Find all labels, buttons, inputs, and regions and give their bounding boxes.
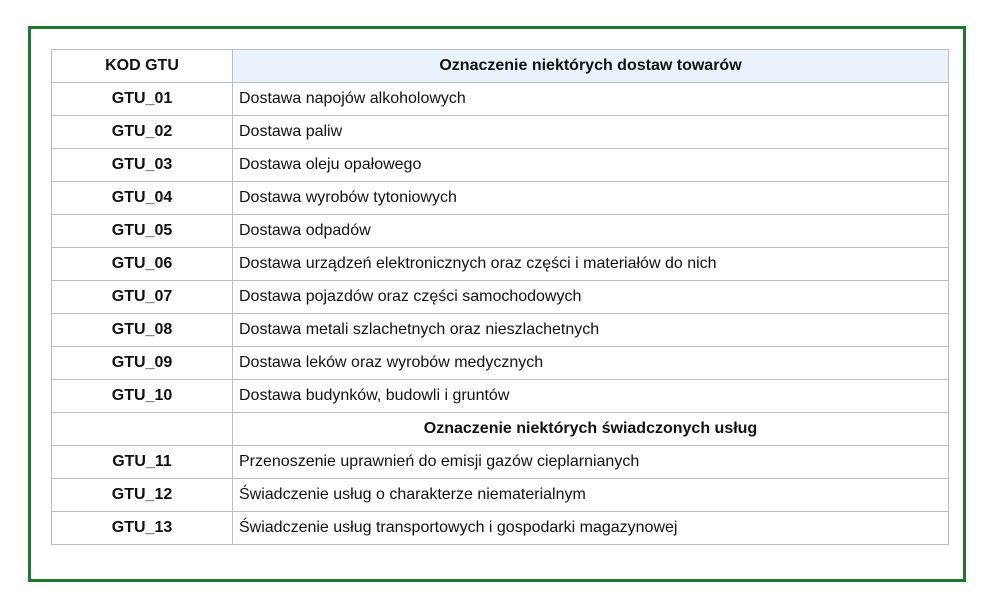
gtu-description-cell: Dostawa urządzeń elektronicznych oraz części i materiałów do nich (233, 248, 949, 281)
gtu-code-cell: GTU_09 (52, 347, 233, 380)
table-row (52, 248, 949, 281)
gtu-code-cell: GTU_08 (52, 314, 233, 347)
table-header-row (52, 50, 949, 83)
gtu-codes-table (51, 49, 949, 545)
column-header-code: KOD GTU (52, 50, 233, 83)
table-row (52, 83, 949, 116)
gtu-description-cell: Świadczenie usług o charakterze niematerialnym (233, 479, 949, 512)
gtu-code-cell: GTU_13 (52, 512, 233, 545)
table-row (52, 182, 949, 215)
gtu-description-cell: Dostawa paliw (233, 116, 949, 149)
table-frame (28, 26, 966, 582)
section-header-services: Oznaczenie niektórych świadczonych usług (233, 413, 949, 446)
column-header-description: Oznaczenie niektórych dostaw towarów (233, 50, 949, 83)
table-row (52, 215, 949, 248)
table-row (52, 512, 949, 545)
table-row (52, 149, 949, 182)
gtu-code-cell: GTU_07 (52, 281, 233, 314)
table-row (52, 347, 949, 380)
gtu-description-cell: Dostawa odpadów (233, 215, 949, 248)
gtu-description-cell: Przenoszenie uprawnień do emisji gazów cieplarnianych (233, 446, 949, 479)
gtu-description-cell: Dostawa oleju opałowego (233, 149, 949, 182)
gtu-code-cell: GTU_03 (52, 149, 233, 182)
gtu-code-cell: GTU_11 (52, 446, 233, 479)
table-row (52, 281, 949, 314)
table-row (52, 116, 949, 149)
gtu-code-cell: GTU_01 (52, 83, 233, 116)
table-row (52, 479, 949, 512)
section-header-code-cell (52, 413, 233, 446)
table-row (52, 446, 949, 479)
gtu-code-cell: GTU_12 (52, 479, 233, 512)
gtu-description-cell: Dostawa napojów alkoholowych (233, 83, 949, 116)
gtu-code-cell: GTU_10 (52, 380, 233, 413)
table-row (52, 314, 949, 347)
gtu-description-cell: Dostawa leków oraz wyrobów medycznych (233, 347, 949, 380)
gtu-code-cell: GTU_04 (52, 182, 233, 215)
gtu-description-cell: Dostawa pojazdów oraz części samochodowych (233, 281, 949, 314)
gtu-description-cell: Dostawa wyrobów tytoniowych (233, 182, 949, 215)
section-header-row (52, 413, 949, 446)
gtu-code-cell: GTU_05 (52, 215, 233, 248)
gtu-description-cell: Dostawa budynków, budowli i gruntów (233, 380, 949, 413)
table-row (52, 380, 949, 413)
gtu-code-cell: GTU_02 (52, 116, 233, 149)
gtu-code-cell: GTU_06 (52, 248, 233, 281)
gtu-description-cell: Świadczenie usług transportowych i gospodarki magazynowej (233, 512, 949, 545)
gtu-description-cell: Dostawa metali szlachetnych oraz nieszlachetnych (233, 314, 949, 347)
